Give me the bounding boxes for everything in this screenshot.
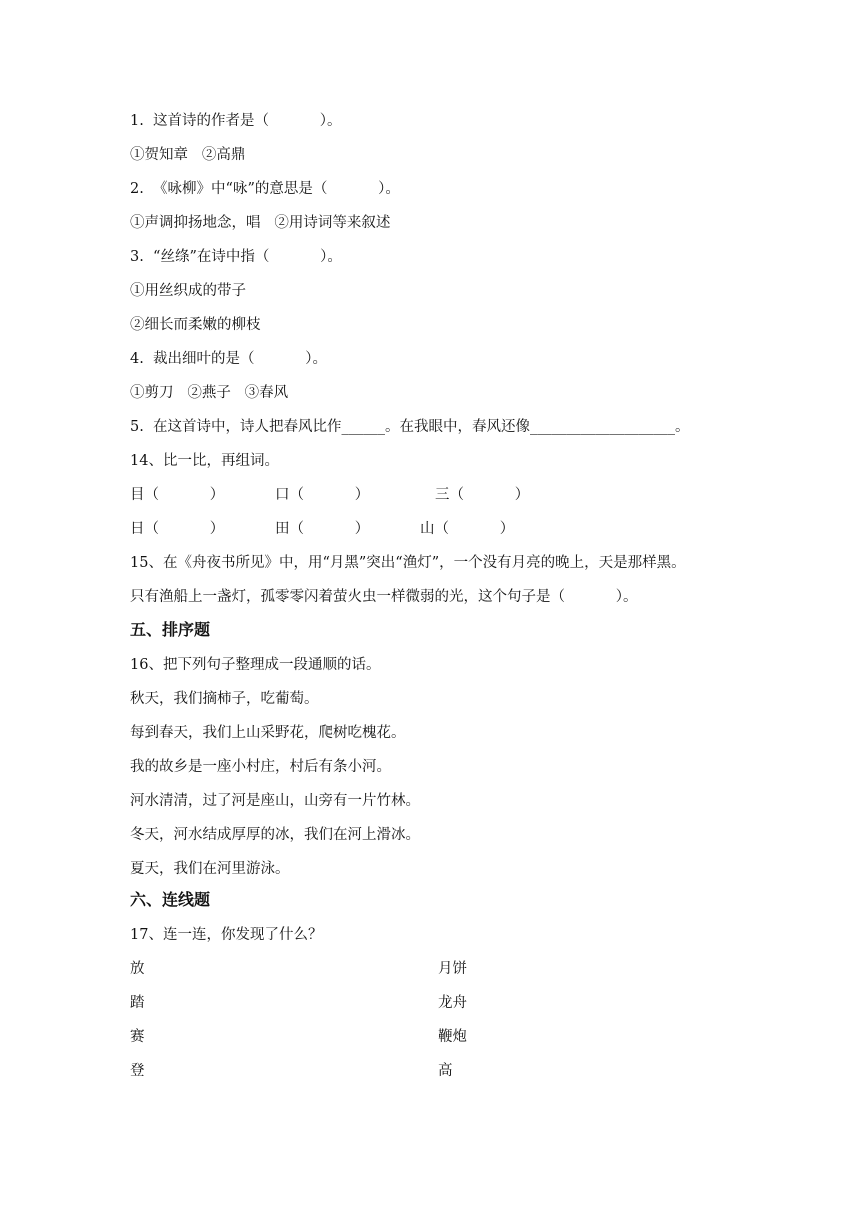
q1-stem: 1. 这首诗的作者是（ ）。 bbox=[130, 113, 342, 129]
q16-sentence: 冬天，河水结成厚厚的冰，我们在河上滑冰。 bbox=[130, 827, 420, 843]
q14-stem: 14、比一比，再组词。 bbox=[130, 453, 279, 469]
q15-line-2: 只有渔船上一盏灯，孤零零闪着萤火虫一样微弱的光，这个句子是（ ）。 bbox=[130, 589, 638, 605]
q17-left-item: 踏 bbox=[130, 995, 145, 1011]
q2-stem: 2. 《咏柳》中“咏”的意思是（ ）。 bbox=[130, 181, 400, 197]
q15-line-1: 15、在《舟夜书所见》中，用“月黑”突出“渔灯”，一个没有月亮的晚上，天是那样黑。 bbox=[130, 555, 686, 571]
q14-cell: 田（ ） bbox=[275, 521, 370, 537]
q16-sentence: 河水清清，过了河是座山，山旁有一片竹林。 bbox=[130, 793, 420, 809]
q17-right-item: 月饼 bbox=[438, 961, 467, 977]
q1-options: ①贺知章 ②高鼎 bbox=[130, 147, 246, 163]
q14-cell: 三（ ） bbox=[435, 487, 530, 503]
q4-options: ①剪刀 ②燕子 ③春风 bbox=[130, 385, 289, 401]
q14-cell: 目（ ） bbox=[130, 487, 225, 503]
q16-sentence: 夏天，我们在河里游泳。 bbox=[130, 861, 290, 877]
q2-options: ①声调抑扬地念，唱 ②用诗词等来叙述 bbox=[130, 215, 391, 231]
q4-stem: 4. 裁出细叶的是（ ）。 bbox=[130, 351, 328, 367]
q16-sentence: 我的故乡是一座小村庄，村后有条小河。 bbox=[130, 759, 391, 775]
q17-left-item: 登 bbox=[130, 1063, 145, 1079]
q17-left-item: 赛 bbox=[130, 1029, 145, 1045]
q3-option-2: ②细长而柔嫩的柳枝 bbox=[130, 317, 261, 333]
q17-right-item: 鞭炮 bbox=[438, 1029, 467, 1045]
q17-right-item: 龙舟 bbox=[438, 995, 467, 1011]
q17-left-item: 放 bbox=[130, 961, 145, 977]
q16-sentence: 每到春天，我们上山采野花，爬树吃槐花。 bbox=[130, 725, 406, 741]
q3-stem: 3. “丝绦”在诗中指（ ）。 bbox=[130, 249, 342, 265]
q5-stem: 5. 在这首诗中，诗人把春风比作______。在我眼中，春风还像____________________。 bbox=[130, 419, 690, 435]
q3-option-1: ①用丝织成的带子 bbox=[130, 283, 246, 299]
q14-cell: 口（ ） bbox=[275, 487, 370, 503]
section-5-heading: 五、排序题 bbox=[130, 620, 211, 639]
q17-right-item: 高 bbox=[438, 1063, 453, 1079]
q14-cell: 日（ ） bbox=[130, 521, 225, 537]
q14-cell: 山（ ） bbox=[420, 521, 515, 537]
q17-stem: 17、连一连，你发现了什么？ bbox=[130, 927, 323, 943]
q16-stem: 16、把下列句子整理成一段通顺的话。 bbox=[130, 657, 381, 673]
q16-sentence: 秋天，我们摘柿子，吃葡萄。 bbox=[130, 691, 319, 707]
section-6-heading: 六、连线题 bbox=[130, 890, 211, 909]
